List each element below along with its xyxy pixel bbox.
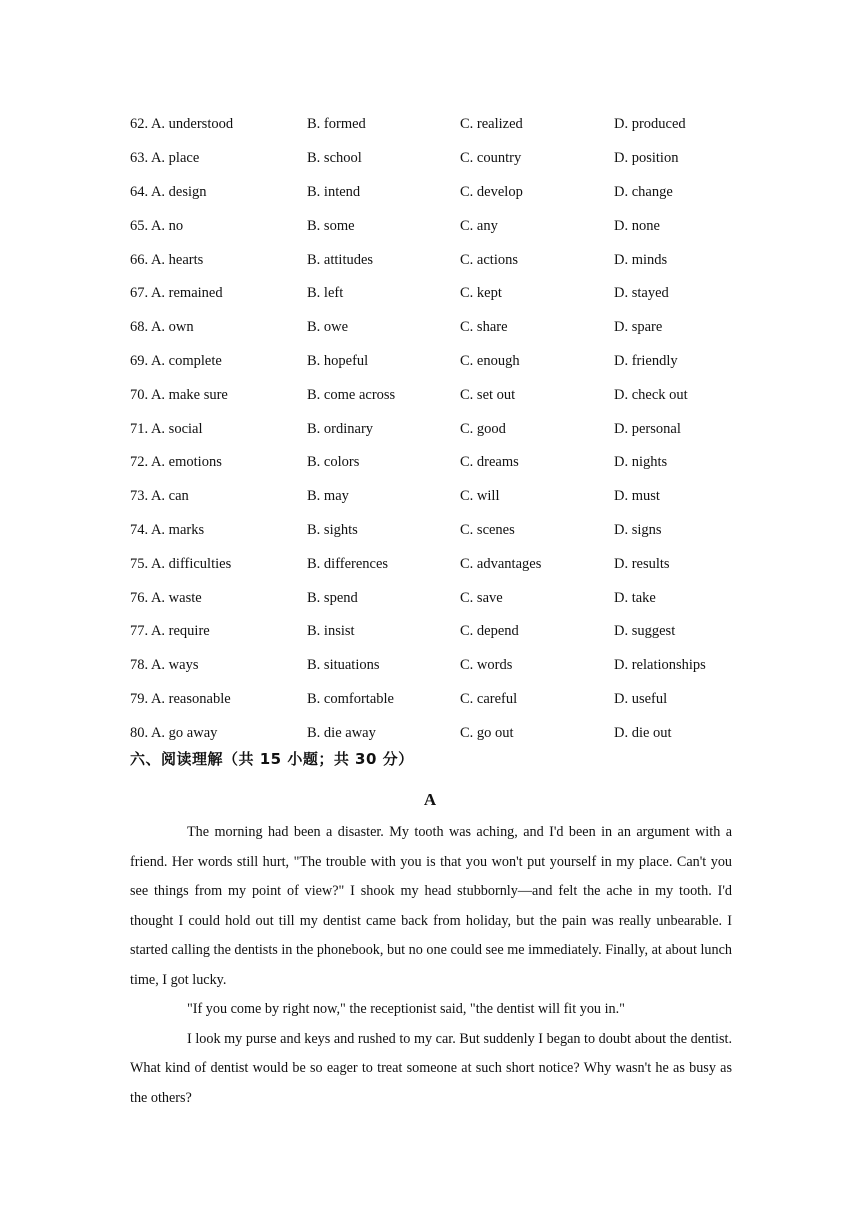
choice-row — [130, 581, 770, 615]
option-b: B. insist — [307, 623, 355, 640]
option-c: C. actions — [460, 251, 518, 268]
option-a: 73. A. can — [130, 488, 189, 505]
option-d: D. signs — [614, 521, 662, 538]
option-c: C. save — [460, 589, 503, 606]
choice-row — [130, 243, 770, 277]
choice-row — [130, 683, 770, 717]
option-c: C. words — [460, 657, 513, 674]
option-b: B. formed — [307, 116, 366, 133]
option-d: D. suggest — [614, 623, 676, 640]
option-d: D. results — [614, 555, 670, 572]
choice-row — [130, 345, 770, 379]
option-d: D. spare — [614, 319, 663, 336]
option-b: B. comfortable — [307, 690, 394, 707]
choice-row — [130, 378, 770, 412]
option-b: B. colors — [307, 454, 360, 471]
answer-choices — [130, 108, 770, 750]
option-d: D. check out — [614, 386, 688, 403]
choice-row — [130, 514, 770, 548]
option-c: C. share — [460, 319, 508, 336]
option-d: D. produced — [614, 116, 686, 133]
choice-row — [130, 209, 770, 243]
option-a: 68. A. own — [130, 319, 194, 336]
option-b: B. may — [307, 488, 349, 505]
option-a: 72. A. emotions — [130, 454, 222, 471]
option-c: C. set out — [460, 386, 516, 403]
option-a: 80. A. go away — [130, 724, 218, 741]
choice-row — [130, 108, 770, 142]
choice-row — [130, 142, 770, 176]
option-c: C. scenes — [460, 521, 515, 538]
option-a: 70. A. make sure — [130, 386, 228, 403]
option-c: C. advantages — [460, 555, 542, 572]
option-d: D. die out — [614, 724, 672, 741]
option-a: 63. A. place — [130, 150, 200, 167]
option-a: 71. A. social — [130, 420, 203, 437]
paragraph: I look my purse and keys and rushed to my car. But suddenly I began to doubt about the dentist. What kind of dentist would be so eager to treat someone at such short notice? Why wasn't he as busy as the others? — [130, 1030, 732, 1106]
option-c: C. good — [460, 420, 506, 437]
option-a: 65. A. no — [130, 217, 184, 234]
choice-row — [130, 547, 770, 581]
option-a: 78. A. ways — [130, 657, 199, 674]
option-d: D. none — [614, 217, 660, 234]
choice-row — [130, 615, 770, 649]
option-c: C. develop — [460, 183, 523, 200]
option-a: 67. A. remained — [130, 285, 223, 302]
choice-row — [130, 277, 770, 311]
option-a: 76. A. waste — [130, 589, 202, 606]
option-b: B. spend — [307, 589, 358, 606]
option-b: B. sights — [307, 521, 358, 538]
option-a: 66. A. hearts — [130, 251, 204, 268]
option-d: D. nights — [614, 454, 668, 471]
option-b: B. differences — [307, 555, 389, 572]
option-c: C. country — [460, 150, 522, 167]
option-c: C. kept — [460, 285, 502, 302]
choice-row — [130, 176, 770, 210]
option-d: D. personal — [614, 420, 681, 437]
option-b: B. school — [307, 150, 362, 167]
choice-row — [130, 480, 770, 514]
option-b: B. situations — [307, 657, 380, 674]
option-b: B. left — [307, 285, 344, 302]
option-c: C. dreams — [460, 454, 519, 471]
passage-title: A — [423, 790, 437, 809]
option-a: 74. A. marks — [130, 521, 205, 538]
option-a: 64. A. design — [130, 183, 207, 200]
option-c: C. depend — [460, 623, 519, 640]
option-b: B. some — [307, 217, 355, 234]
choice-row — [130, 649, 770, 683]
choice-row — [130, 412, 770, 446]
option-c: C. will — [460, 488, 500, 505]
option-d: D. take — [614, 589, 656, 606]
paragraph: "If you come by right now," the receptionist said, "the dentist will fit you in." — [187, 1001, 625, 1017]
option-a: 69. A. complete — [130, 352, 222, 369]
option-d: D. minds — [614, 251, 668, 268]
option-d: D. relationships — [614, 657, 706, 674]
option-c: C. any — [460, 217, 498, 234]
option-b: B. attitudes — [307, 251, 374, 268]
option-c: C. careful — [460, 690, 518, 707]
option-c: C. realized — [460, 116, 523, 133]
choice-row — [130, 446, 770, 480]
option-d: D. position — [614, 150, 679, 167]
option-d: D. friendly — [614, 352, 678, 369]
option-b: B. intend — [307, 183, 361, 200]
option-c: C. go out — [460, 724, 514, 741]
paragraph: The morning had been a disaster. My tooth was aching, and I'd been in an argument with a friend. Her words still hurt, "The trouble with you is that you won't put yourself in my place. Can't you see things from my point of view?" I shook my head stubbornly—and felt the ache in my tooth. I'd thought I could hold out till my dentist came back from holiday, but the pain was really unbearable. I started calling the dentists in the phonebook, but no one could see me immediately. Finally, at about lunch time, I got lucky. — [130, 824, 732, 988]
option-a: 75. A. difficulties — [130, 555, 232, 572]
option-a: 77. A. require — [130, 623, 210, 640]
option-b: B. ordinary — [307, 420, 374, 437]
option-a: 79. A. reasonable — [130, 690, 231, 707]
option-b: B. die away — [307, 724, 376, 741]
choice-row — [130, 311, 770, 345]
option-d: D. change — [614, 183, 673, 200]
section-title: 六、阅读理解（共 15 小题；共 30 分） — [130, 750, 414, 768]
option-d: D. useful — [614, 690, 668, 707]
option-a: 62. A. understood — [130, 116, 234, 133]
option-d: D. must — [614, 488, 660, 505]
option-c: C. enough — [460, 352, 520, 369]
option-b: B. hopeful — [307, 352, 369, 369]
option-b: B. owe — [307, 319, 349, 336]
option-b: B. come across — [307, 386, 396, 403]
passage-text — [130, 818, 732, 1113]
choice-row — [130, 716, 770, 750]
option-d: D. stayed — [614, 285, 669, 302]
